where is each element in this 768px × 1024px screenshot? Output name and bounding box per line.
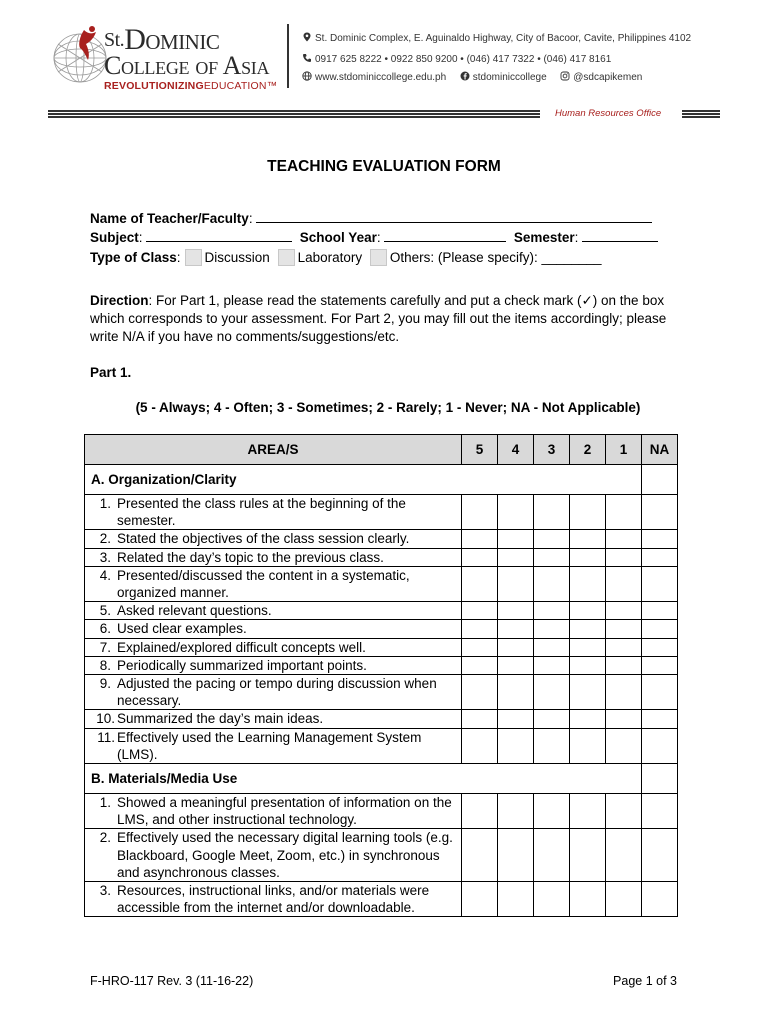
rating-cell-na[interactable] [642,882,678,917]
criterion-text: Presented the class rules at the beginning of the semester. [117,496,406,529]
criterion-text: Explained/explored difficult concepts well. [117,639,366,655]
rating-cell-3[interactable] [534,794,570,829]
header-na: NA [642,435,678,465]
rating-cell-1[interactable] [606,675,642,710]
rating-cell-2[interactable] [570,728,606,763]
header-rule-right [682,113,720,115]
section-na-cell [642,465,678,495]
rating-cell-3[interactable] [534,602,570,620]
address-line: St. Dominic Complex, E. Aguinaldo Highway, City of Bacoor, Cavite, Philippines 4102 [302,32,691,44]
criterion-text: Showed a meaningful presentation of information on the LMS, and other instructional technology. [117,795,452,828]
header-1: 1 [606,435,642,465]
rating-cell-2[interactable] [570,530,606,548]
rating-cell-na[interactable] [642,675,678,710]
table-row [85,794,678,829]
facebook-icon [460,71,470,81]
table-row [85,710,678,728]
form-title: TEACHING EVALUATION FORM [267,158,501,175]
others-checkbox[interactable] [370,249,387,266]
criterion-number: 3. [99,883,111,899]
college-wordmark [104,23,278,92]
criterion-cell [85,675,462,710]
section-row [85,764,678,794]
rating-cell-4[interactable] [498,566,534,601]
header-5: 5 [462,435,498,465]
section-na-cell [642,764,678,794]
rating-cell-1[interactable] [606,548,642,566]
criterion-number: 10. [96,711,115,727]
criterion-number: 11. [97,729,115,745]
rating-cell-2[interactable] [570,882,606,917]
criterion-number: 2. [99,531,111,547]
table-row [85,495,678,530]
web-social-line: www.stdominiccollege.edu.ph stdominiccollege @sdcapikemen [302,71,642,83]
section-title: B. Materials/Media Use [85,764,642,794]
criterion-number: 2. [99,830,111,846]
office-label: Human Resources Office [555,108,662,119]
phone-icon [302,53,312,63]
rating-cell-na[interactable] [642,794,678,829]
rating-cell-2[interactable] [570,710,606,728]
rating-cell-4[interactable] [498,829,534,882]
rating-cell-1[interactable] [606,620,642,638]
rating-cell-1[interactable] [606,495,642,530]
subject-field-row: Subject: School Year: Semester: [90,229,658,246]
rating-cell-3[interactable] [534,638,570,656]
rating-cell-1[interactable] [606,794,642,829]
header-divider [287,24,289,88]
logo-dominic: Dominic [124,23,220,56]
form-code: F-HRO-117 Rev. 3 (11-16-22) [90,974,254,988]
semester-label: Semester [513,230,575,245]
teacher-blank[interactable] [256,211,652,223]
rating-cell-2[interactable] [570,638,606,656]
rating-cell-5[interactable] [462,620,498,638]
criterion-number: 5. [99,603,111,619]
criterion-cell [85,495,462,530]
instagram-icon [560,71,570,81]
rating-cell-na[interactable] [642,530,678,548]
criterion-number: 9. [99,676,111,692]
rating-cell-na[interactable] [642,548,678,566]
rating-cell-2[interactable] [570,548,606,566]
header-rule-right [682,116,720,118]
rating-cell-1[interactable] [606,638,642,656]
rating-cell-5[interactable] [462,638,498,656]
criterion-cell [85,882,462,917]
rating-cell-3[interactable] [534,710,570,728]
criterion-cell [85,602,462,620]
rating-cell-na[interactable] [642,602,678,620]
rating-scale: (5 - Always; 4 - Often; 3 - Sometimes; 2 - Rarely; 1 - Never; NA - Not Applicable) [135,400,641,415]
location-pin-icon [302,32,312,42]
rating-cell-4[interactable] [498,495,534,530]
criterion-text: Effectively used the Learning Management System (LMS). [117,729,422,762]
rating-cell-2[interactable] [570,495,606,530]
rating-cell-4[interactable] [498,638,534,656]
school-year-label: School Year [299,230,377,245]
rating-cell-5[interactable] [462,829,498,882]
criterion-text: Related the day’s topic to the previous class. [117,549,384,565]
table-row [85,620,678,638]
rating-cell-na[interactable] [642,829,678,882]
table-row [85,728,678,763]
criterion-cell [85,548,462,566]
criterion-number: 1. [99,496,111,511]
header-rule-left [48,116,540,118]
rating-cell-5[interactable] [462,495,498,530]
rating-cell-3[interactable] [534,548,570,566]
rating-cell-5[interactable] [462,675,498,710]
rating-cell-na[interactable] [642,656,678,674]
part-label: Part 1. [90,365,132,380]
direction-paragraph [90,292,690,346]
rating-cell-3[interactable] [534,728,570,763]
subject-label: Subject [90,230,139,245]
criterion-number: 4. [99,567,111,583]
criterion-text: Stated the objectives of the class session clearly. [117,531,410,547]
rating-cell-1[interactable] [606,882,642,917]
letterhead [0,0,768,119]
criterion-cell [85,794,462,829]
table-row [85,566,678,601]
rating-cell-4[interactable] [498,548,534,566]
rating-cell-3[interactable] [534,620,570,638]
logo-st: St. [104,29,125,51]
logo-college: College of Asia [104,51,270,80]
criterion-number: 8. [99,657,111,673]
rating-cell-4[interactable] [498,794,534,829]
discussion-option: Discussion [204,250,270,265]
rating-cell-2[interactable] [570,675,606,710]
rating-cell-4[interactable] [498,656,534,674]
rating-cell-5[interactable] [462,656,498,674]
rating-cell-4[interactable] [498,620,534,638]
direction-text: : For Part 1, please read the statements carefully and put a check mark (✓) on the box which corresponds to your assessment. For Part 2, you may fill out the items accordingly; please write N/A if you have no comments/suggestions/etc. [90,293,667,344]
rating-cell-2[interactable] [570,794,606,829]
class-type-label: Type of Class [90,250,177,265]
criterion-text: Periodically summarized important points. [117,657,367,673]
rating-cell-5[interactable] [462,882,498,917]
rating-cell-1[interactable] [606,656,642,674]
rating-cell-1[interactable] [606,728,642,763]
evaluation-table [84,434,678,917]
table-row [85,882,678,917]
rating-cell-na[interactable] [642,495,678,530]
rating-cell-3[interactable] [534,530,570,548]
criterion-text: Presented/discussed the content in a systematic, organized manner. [117,567,410,601]
table-row [85,829,678,882]
criterion-cell [85,829,462,882]
rating-cell-5[interactable] [462,602,498,620]
table-header-row [85,435,678,465]
rating-cell-3[interactable] [534,882,570,917]
laboratory-checkbox[interactable] [278,249,295,266]
rating-cell-1[interactable] [606,530,642,548]
phone-line: 0917 625 8222 • 0922 850 9200 • (046) 417 7322 • (046) 417 8161 [302,53,611,65]
discussion-checkbox[interactable] [185,249,202,266]
table-row [85,656,678,674]
section-title: A. Organization/Clarity [85,465,642,495]
rating-cell-2[interactable] [570,656,606,674]
criterion-text: Adjusted the pacing or tempo during discussion when necessary. [117,676,437,709]
criterion-cell [85,566,462,601]
laboratory-option: Laboratory [297,250,363,265]
criterion-cell [85,638,462,656]
header-rule-left [48,113,540,115]
rating-cell-5[interactable] [462,530,498,548]
rating-cell-5[interactable] [462,794,498,829]
subject-blank[interactable] [146,230,292,242]
rating-cell-na[interactable] [642,710,678,728]
rating-cell-na[interactable] [642,728,678,763]
criterion-cell [85,728,462,763]
logo-tagline: REVOLUTIONIZINGEDUCATION™ [104,80,278,92]
criterion-cell [85,620,462,638]
criterion-number: 3. [99,549,111,565]
rating-cell-1[interactable] [606,602,642,620]
teacher-label: Name of Teacher/Faculty [90,211,249,226]
header-rule-left [48,110,540,112]
rating-cell-4[interactable] [498,710,534,728]
rating-cell-na[interactable] [642,620,678,638]
rating-cell-na[interactable] [642,566,678,601]
rating-cell-1[interactable] [606,710,642,728]
criterion-text: Used clear examples. [117,621,247,637]
criterion-cell [85,710,462,728]
rating-cell-5[interactable] [462,728,498,763]
section-row [85,465,678,495]
table-row [85,530,678,548]
globe-logo-icon [50,24,112,86]
rating-cell-5[interactable] [462,566,498,601]
class-type-row: Type of Class: Discussion Laboratory Others: (Please specify): ________ [90,250,602,265]
school-year-blank[interactable] [384,230,506,242]
rating-cell-4[interactable] [498,530,534,548]
criterion-number: 1. [99,795,111,811]
header-rule-right [682,110,720,112]
rating-cell-4[interactable] [498,602,534,620]
header-3: 3 [534,435,570,465]
rating-cell-3[interactable] [534,566,570,601]
criterion-text: Effectively used the necessary digital learning tools (e.g. Blackboard, Google Meet, Zoom, etc.) in synchronous and asynchronous classes. [117,830,453,880]
criterion-number: 6. [99,621,111,637]
direction-label: Direction [90,293,149,308]
table-row [85,638,678,656]
rating-cell-2[interactable] [570,566,606,601]
rating-cell-2[interactable] [570,829,606,882]
rating-cell-5[interactable] [462,548,498,566]
page-number: Page 1 of 3 [613,974,677,988]
criterion-text: Asked relevant questions. [117,603,272,619]
globe-icon [302,71,312,81]
table-row [85,675,678,710]
teacher-field-row: Name of Teacher/Faculty: [90,210,652,227]
criterion-text: Summarized the day’s main ideas. [117,711,324,727]
criterion-cell [85,530,462,548]
table-row [85,602,678,620]
header-areas: AREA/S [85,435,462,465]
semester-blank[interactable] [582,230,658,242]
rating-cell-1[interactable] [606,829,642,882]
table-row [85,548,678,566]
rating-cell-4[interactable] [498,882,534,917]
rating-cell-na[interactable] [642,638,678,656]
criterion-cell [85,656,462,674]
rating-cell-2[interactable] [570,620,606,638]
rating-cell-5[interactable] [462,710,498,728]
rating-cell-4[interactable] [498,675,534,710]
rating-cell-3[interactable] [534,656,570,674]
header-4: 4 [498,435,534,465]
criterion-text: Resources, instructional links, and/or materials were accessible from the internet and/or downloadable. [117,883,430,916]
others-option: Others: (Please specify): ________ [389,250,602,265]
rating-cell-3[interactable] [534,495,570,530]
rating-cell-2[interactable] [570,602,606,620]
rating-cell-1[interactable] [606,566,642,601]
header-2: 2 [570,435,606,465]
criterion-number: 7. [99,639,111,655]
rating-cell-3[interactable] [534,829,570,882]
rating-cell-4[interactable] [498,728,534,763]
rating-cell-3[interactable] [534,675,570,710]
